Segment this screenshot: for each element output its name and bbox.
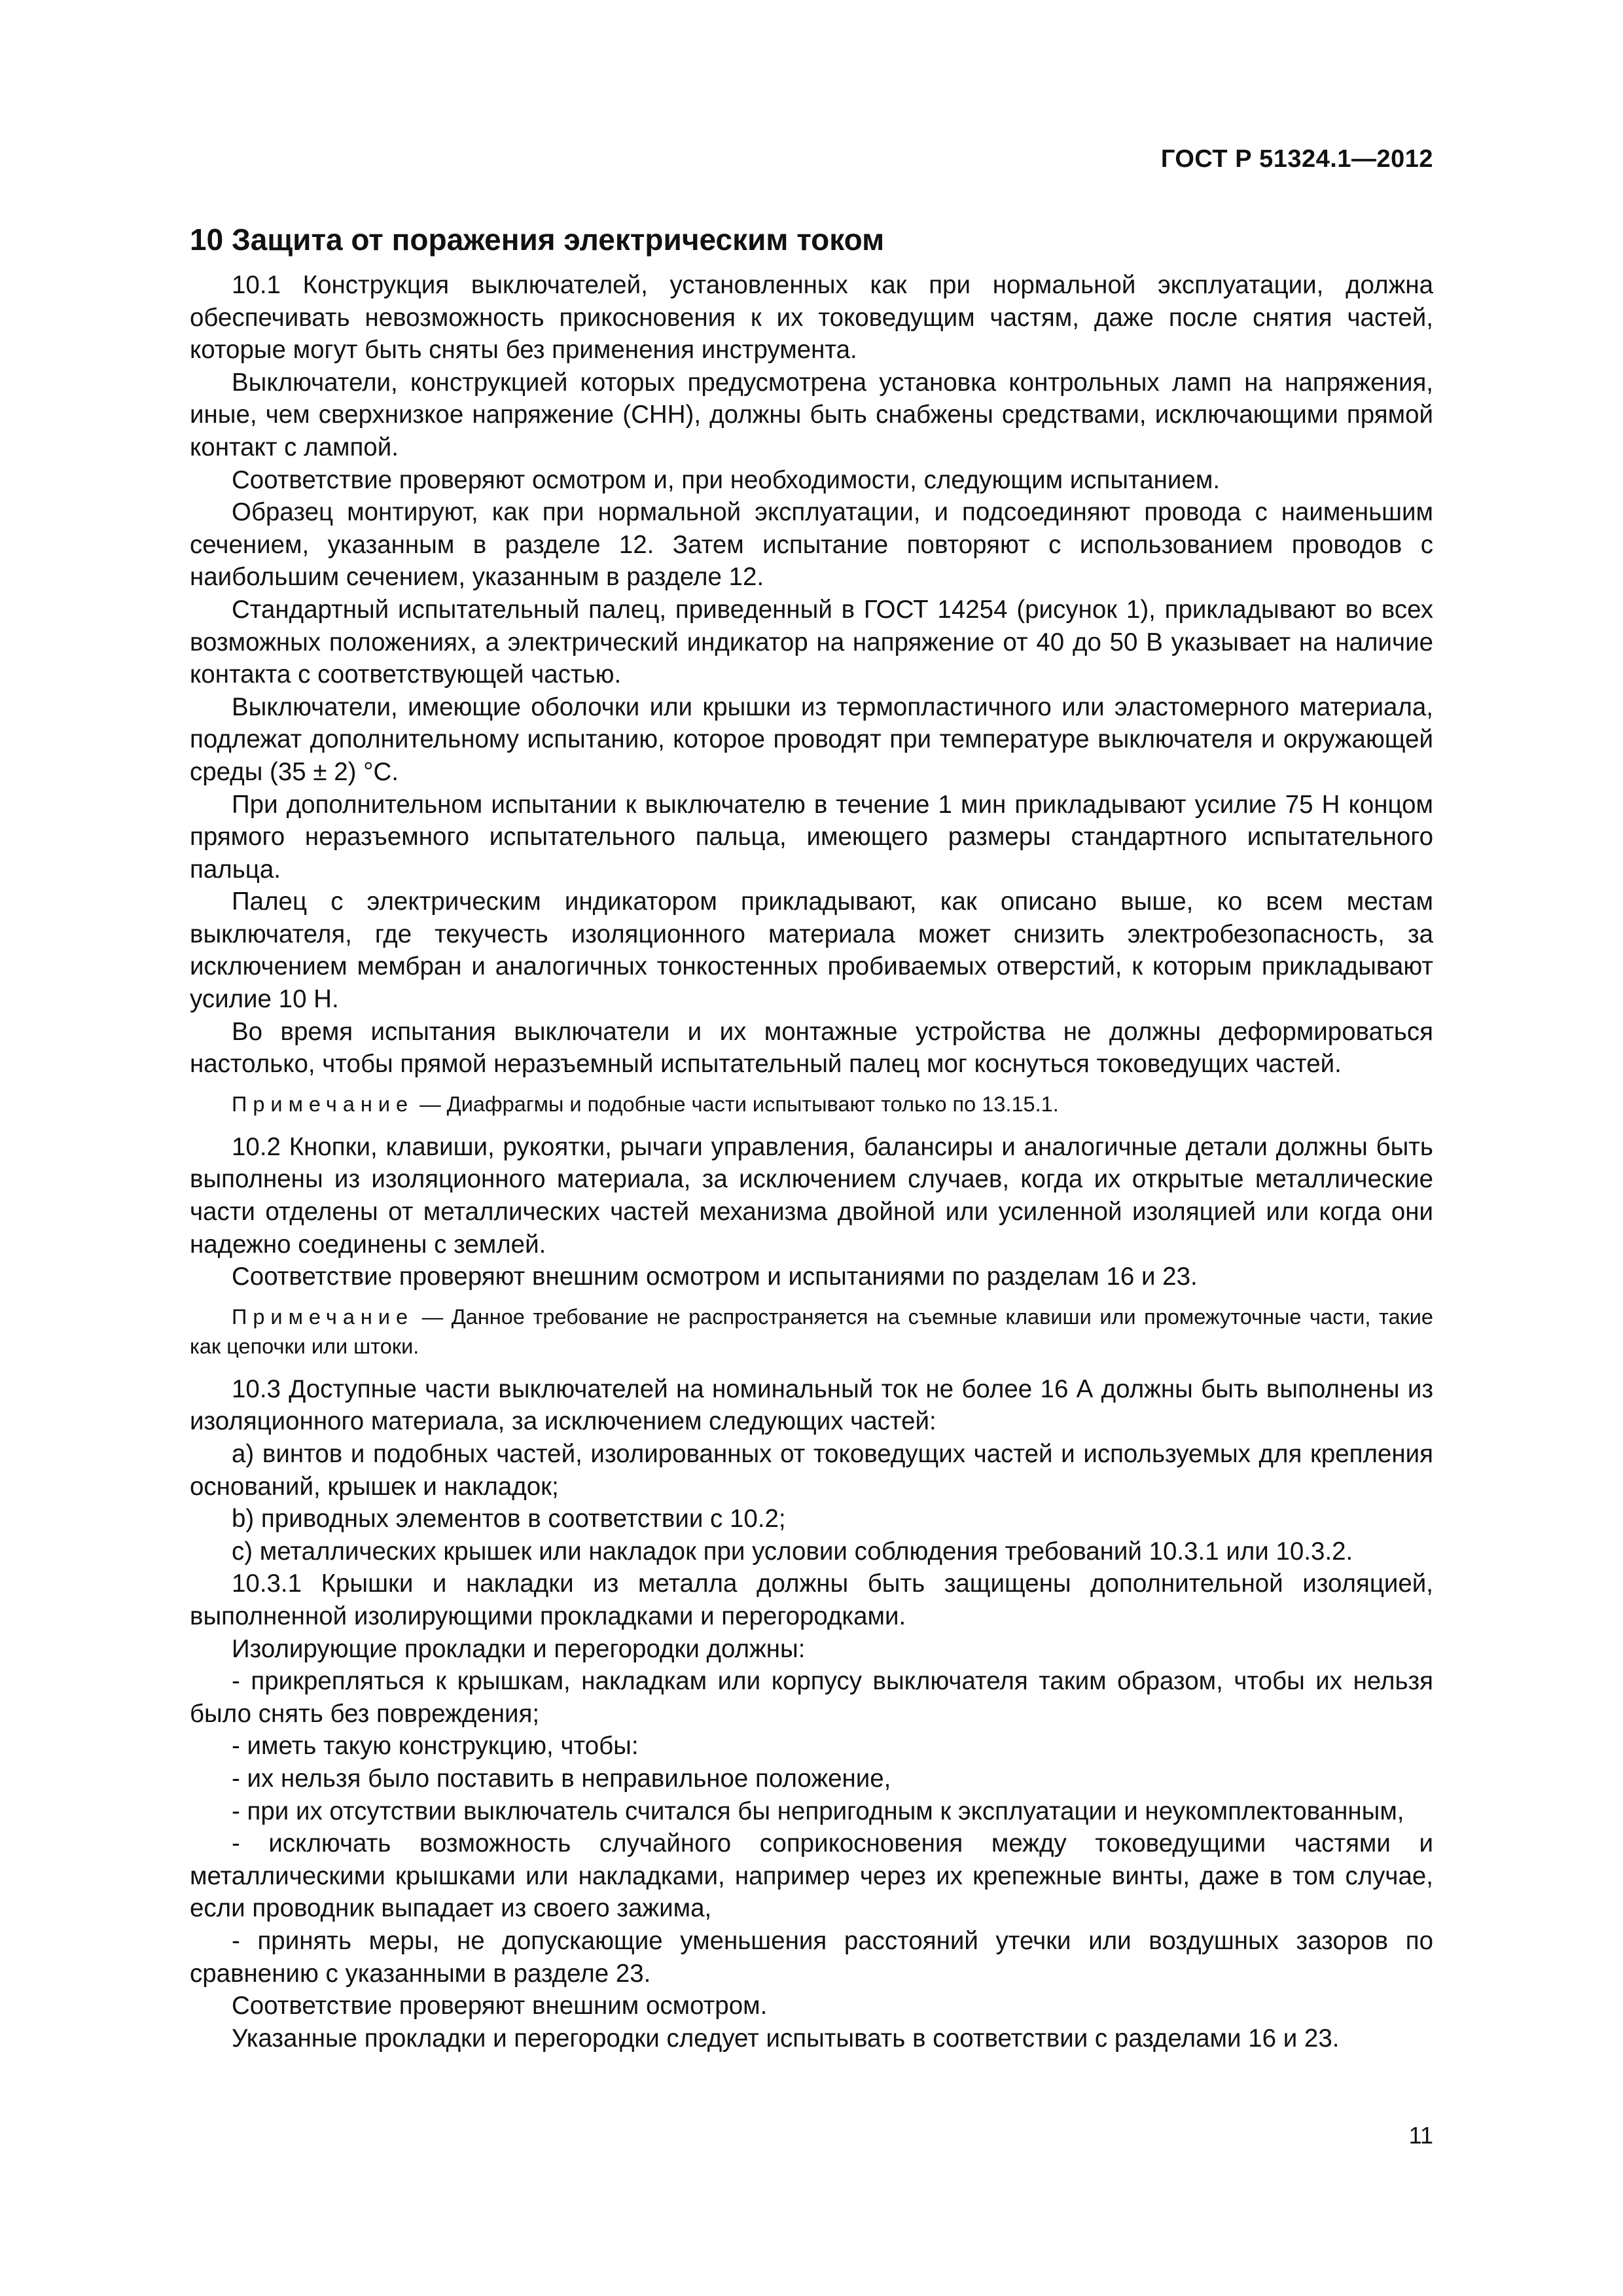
paragraph: Стандартный испытательный палец, приведенный в ГОСТ 14254 (рисунок 1), прикладывают во всех возможных положениях, а электрический индикатор на напряжение от 40 до 50 В указывает на наличие контакта с соответствующей частью. (190, 595, 1433, 689)
dash-item: - исключать возможность случайного соприкосновения между токоведущими частями и металлическими крышками или накладками, например через их крепежные винты, даже в том случае, если проводник выпадает из своего зажима, (190, 1829, 1433, 1923)
paragraph-10-3: 10.3 Доступные части выключателей на номинальный ток не более 16 А должны быть выполнены из изоляционного материала, за исключением следующих частей: (190, 1374, 1433, 1436)
section-title: 10 Защита от поражения электрическим током (190, 223, 885, 257)
paragraph: Выключатели, конструкцией которых предусмотрена установка контрольных ламп на напряжения, иные, чем сверхнизкое напряжение (СНН), должны быть снабжены средствами, исключающими прямой контакт с лампой. (190, 368, 1433, 461)
paragraph-10-3-1: 10.3.1 Крышки и накладки из металла должны быть защищены дополнительной изоляцией, выполненной изолирующими прокладками и перегородками. (190, 1570, 1433, 1630)
note-1 (190, 1090, 1433, 1119)
list-item-b: b) приводных элементов в соответствии с 10.2; (232, 1505, 786, 1534)
paragraph-10-2: 10.2 Кнопки, клавиши, рукоятки, рычаги управления, балансиры и аналогичные детали должны быть выполнены из изоляционного материала, за исключением случаев, когда их открытые металлические части отделены от металлических частей механизма двойной или усиленной изоляцией или когда они надежно соединены с землей. (190, 1132, 1433, 1259)
note-text: — Диафрагмы и подобные части испытывают только по 13.15.1. (414, 1092, 1059, 1116)
paragraph: Указанные прокладки и перегородки следует испытывать в соответствии с разделами 16 и 23. (232, 2024, 1340, 2053)
list-item-c: c) металлических крышек или накладок при условии соблюдения требований 10.3.1 или 10.3.2. (232, 1537, 1353, 1566)
paragraph: При дополнительном испытании к выключателю в течение 1 мин прикладывают усилие 75 Н концом прямого неразъемного испытательного пальца, имеющего размеры стандартного испытательного пальца. (190, 790, 1433, 884)
note-label: Примечание (232, 1092, 414, 1116)
dash-item: - принять меры, не допускающие уменьшения расстояний утечки или воздушных зазоров по сравнению с указанными в разделе 23. (190, 1926, 1433, 1988)
standard-code: ГОСТ Р 51324.1—2012 (1160, 145, 1433, 173)
paragraph: Выключатели, имеющие оболочки или крышки из термопластичного или эластомерного материала, подлежат дополнительному испытанию, которое проводят при температуре выключателя и окружающей среды (35 ± 2) °С. (190, 692, 1433, 786)
paragraph-10-1: 10.1 Конструкция выключателей, установленных как при нормальной эксплуатации, должна обеспечивать невозможность прикосновения к их токоведущим частям, даже после снятия частей, которые могут быть сняты без применения инструмента. (190, 271, 1433, 365)
dash-item: - прикрепляться к крышкам, накладкам или корпусу выключателя таким образом, чтобы их нельзя было снять без повреждения; (190, 1667, 1433, 1728)
paragraph: Палец с электрическим индикатором прикладывают, как описано выше, ко всем местам выключателя, где текучесть изоляционного материала может снизить электробезопасность, за исключением мембран и аналогичных тонкостенных пробиваемых отверстий, к которым прикладывают усилие 10 Н. (190, 888, 1433, 1014)
paragraph: Во время испытания выключатели и их монтажные устройства не должны деформироваться настолько, чтобы прямой неразъемный испытательный палец мог коснуться токоведущих частей. (190, 1017, 1433, 1079)
paragraph: Соответствие проверяют внешним осмотром. (232, 1992, 768, 2020)
dash-item: - их нельзя было поставить в неправильное положение, (232, 1764, 891, 1793)
list-item-a: a) винтов и подобных частей, изолированных от токоведущих частей и используемых для крепления оснований, крышек и накладок; (190, 1440, 1433, 1501)
page-number: 11 (1408, 2122, 1433, 2149)
note-label: Примечание (232, 1304, 414, 1329)
note-text: — Данное требование не распространяется на съемные клавиши или промежуточные части, такие как цепочки или штоки. (190, 1304, 1433, 1358)
paragraph: Соответствие проверяют осмотром и, при необходимости, следующим испытанием. (232, 465, 1221, 494)
dash-item: - при их отсутствии выключатель считался бы непригодным к эксплуатации и неукомплектованным, (232, 1797, 1404, 1825)
body-text (190, 219, 1433, 2054)
paragraph: Изолирующие прокладки и перегородки должны: (232, 1634, 806, 1663)
note-2 (190, 1302, 1433, 1361)
paragraph: Соответствие проверяют внешним осмотром и испытаниями по разделам 16 и 23. (232, 1263, 1198, 1291)
dash-item: - иметь такую конструкцию, чтобы: (232, 1732, 639, 1761)
paragraph: Образец монтируют, как при нормальной эксплуатации, и подсоединяют провода с наименьшим сечением, указанным в разделе 12. Затем испытание повторяют с использованием проводов с наибольшим сечением, указанным в разделе 12. (190, 498, 1433, 592)
